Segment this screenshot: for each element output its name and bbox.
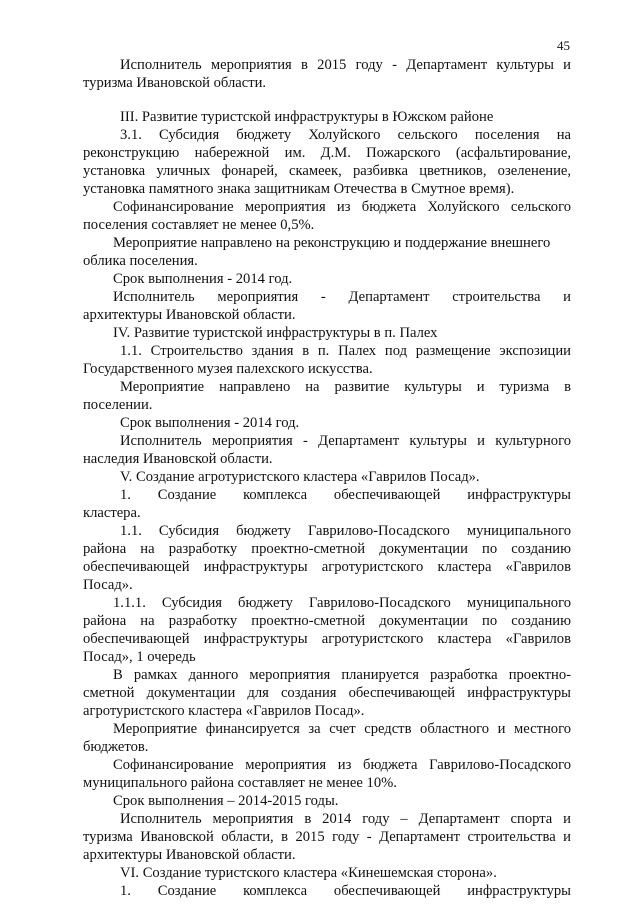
text-line: Исполнитель мероприятия - Департамент культуры и культурного xyxy=(120,433,571,449)
text-line: сметной документации для создания обеспечивающей инфраструктуры xyxy=(83,685,571,701)
text-line: поселении. xyxy=(83,397,153,413)
text-line: района на разработку проектно-сметной документации по созданию xyxy=(83,541,571,557)
text-line: Исполнитель мероприятия - Департамент строительства и xyxy=(113,289,571,305)
text-line: Мероприятие направлено на реконструкцию и поддержание внешнего xyxy=(113,235,551,251)
text-line: туризма Ивановской области, в 2015 году - Департамент строительства и xyxy=(83,829,571,845)
text-line: V. Создание агротуристского кластера «Гаврилов Посад». xyxy=(120,469,480,485)
text-line: Мероприятие финансируется за счет средств областного и местного xyxy=(113,721,571,737)
text-line: архитектуры Ивановской области. xyxy=(83,847,296,863)
text-line: бюджетов. xyxy=(83,739,149,755)
text-line: III. Развитие туристской инфраструктуры в Южском районе xyxy=(120,109,494,125)
text-line: IV. Развитие туристской инфраструктуры в п. Палех xyxy=(113,325,438,341)
text-line: 1.1.1. Субсидия бюджету Гаврилово-Посадского муниципального xyxy=(113,595,571,611)
text-line: 1. Создание комплекса обеспечивающей инфраструктуры xyxy=(120,487,571,503)
text-line: обеспечивающей инфраструктуры агротуристского кластера «Гаврилов xyxy=(83,559,571,575)
text-line: Государственного музея палехского искусства. xyxy=(83,361,373,377)
text-line: Посад». xyxy=(83,577,133,593)
text-line: Посад», 1 очередь xyxy=(83,649,196,665)
text-line: агротуристского кластера «Гаврилов Посад». xyxy=(83,703,365,719)
text-line: района на разработку проектно-сметной документации по созданию xyxy=(83,613,571,629)
text-line: архитектуры Ивановской области. xyxy=(83,307,296,323)
text-line: облика поселения. xyxy=(83,253,198,269)
text-line: туризма Ивановской области. xyxy=(83,75,267,91)
text-line: наследия Ивановской области. xyxy=(83,451,273,467)
text-line: 3.1. Субсидия бюджету Холуйского сельского поселения на xyxy=(120,127,571,143)
text-line: Исполнитель мероприятия в 2015 году - Департамент культуры и xyxy=(120,57,571,73)
text-line: обеспечивающей инфраструктуры агротуристского кластера «Гаврилов xyxy=(83,631,571,647)
page-number: 45 xyxy=(557,38,570,53)
text-line: реконструкцию набережной им. Д.М. Пожарского (асфальтирование, xyxy=(83,145,571,161)
text-line: установка уличных фонарей, скамеек, разбивка цветников, озеленение, xyxy=(83,163,571,179)
text-line: Софинансирование мероприятия из бюджета Холуйского сельского xyxy=(113,199,571,215)
text-line: кластера. xyxy=(83,505,141,521)
text-line: Исполнитель мероприятия в 2014 году – Департамент спорта и xyxy=(120,811,571,827)
text-line: поселения составляет не менее 0,5%. xyxy=(83,217,315,233)
text-line: Срок выполнения - 2014 год. xyxy=(120,415,300,431)
text-line: 1.1. Субсидия бюджету Гаврилово-Посадского муниципального xyxy=(120,523,571,539)
text-line: Мероприятие направлено на развитие культуры и туризма в xyxy=(120,379,571,395)
text-line: установка памятного знака защитникам Отечества в Смутное время). xyxy=(83,181,515,197)
text-line: 1. Создание комплекса обеспечивающей инфраструктуры xyxy=(120,883,571,899)
text-line: В рамках данного мероприятия планируется разработка проектно- xyxy=(113,667,571,683)
text-line: VI. Создание туристского кластера «Кинешемская сторона». xyxy=(120,865,497,881)
text-line: Срок выполнения – 2014-2015 годы. xyxy=(113,793,339,809)
text-line: Софинансирование мероприятия из бюджета Гаврилово-Посадского xyxy=(113,757,571,773)
text-line: Срок выполнения - 2014 год. xyxy=(113,271,293,287)
text-line: муниципального района составляет не менее 10%. xyxy=(83,775,397,791)
text-line: 1.1. Строительство здания в п. Палех под размещение экспозиции xyxy=(120,343,571,359)
